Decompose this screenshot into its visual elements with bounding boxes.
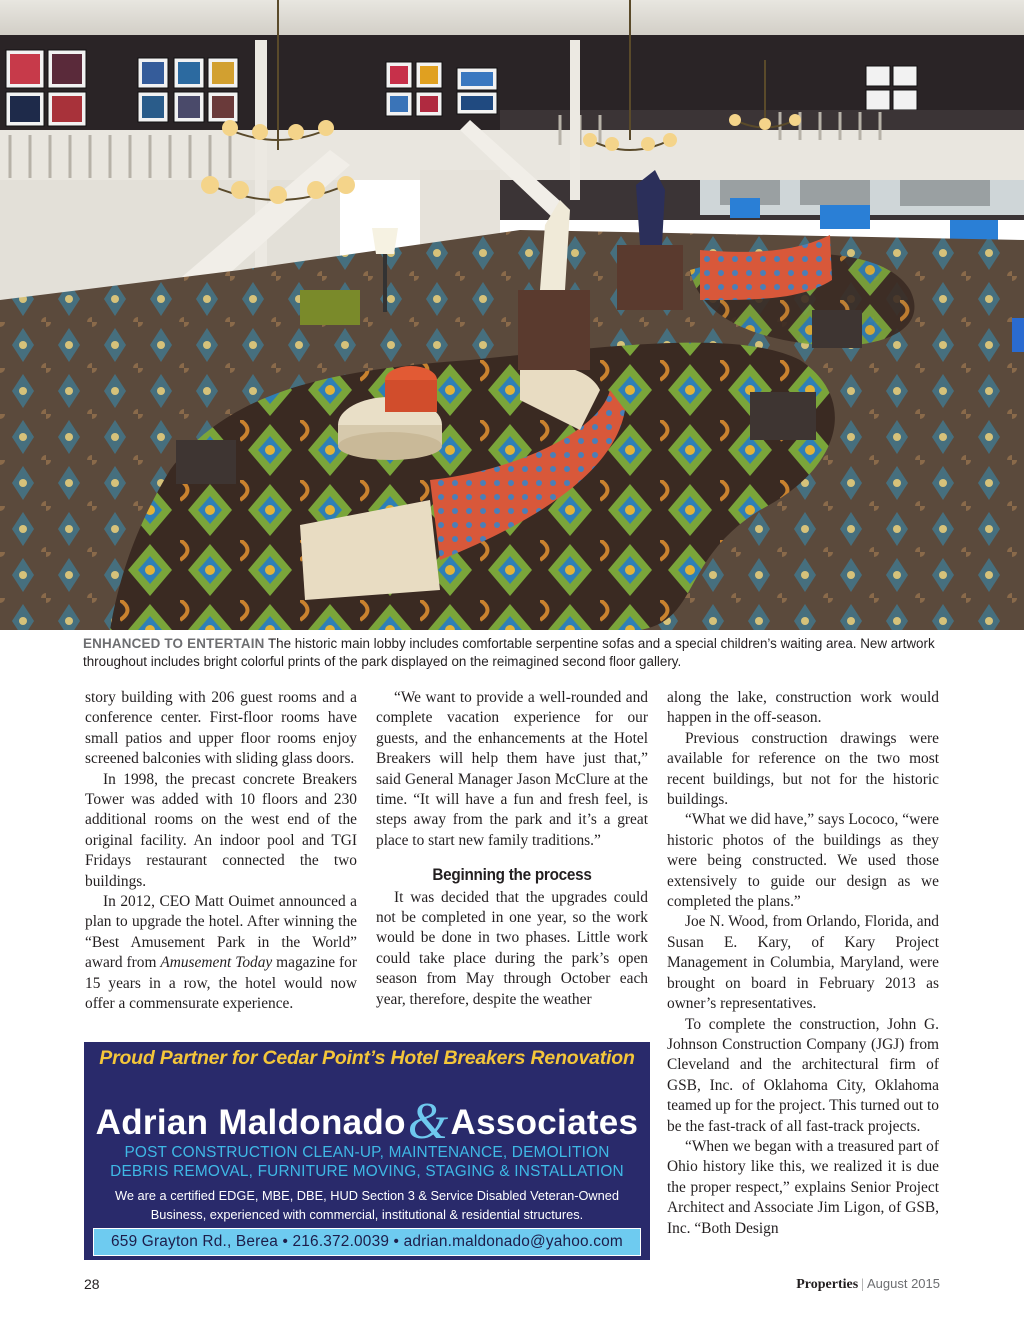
article-column-3 [667,688,939,1239]
ad-services-line: POST CONSTRUCTION CLEAN-UP, MAINTENANCE, DEMOLITION [124,1144,610,1161]
paragraph: along the lake, construction work would happen in the off-season. [667,689,939,727]
ad-certification-line: We are a certified EDGE, MBE, DBE, HUD Section 3 & Service Disabled Veteran-Owned [114,1188,620,1203]
section-subhead: Beginning the process [432,865,592,885]
paragraph: “When we began with a treasured part of Ohio history like this, we realized it is due the proper respect,” explains Senior Project Architect and Associate Jim Ligon, of GSB, Inc. “Both Design [667,1137,939,1237]
ad-certification-line: Business, experienced with commercial, institutional & residential structures. [150,1207,584,1222]
ad-company-name [84,1088,650,1150]
magazine-title: Amusement Today [160,954,273,972]
advertisement [84,1042,650,1260]
publication-name: Properties [796,1277,859,1292]
paragraph: Previous construction drawings were available for reference on the two most recent buildings, but not for the historic buildings. [667,729,939,809]
page-number: 28 [84,1276,100,1292]
caption-text: The historic main lobby includes comfortable serpentine sofas and a special children’s waiting area. New artwork throughout includes bright colorful prints of the park displayed on the reimagined second floor gallery. [83,636,935,669]
paragraph: To complete the construction, John G. Johnson Construction Company (JGJ) from Cleveland and the architectural firm of GSB, Inc. of Oklahoma City, Oklahoma teamed up for the project. This turned out to be the fast-track of all fast-track projects. [667,1015,939,1135]
company-first: Adrian Maldonado [95,1103,406,1142]
paragraph: “We want to provide a well-rounded and complete vacation experience for our guests, and the enhancements at the Hotel Breakers will help them have just that,” said General Manager Jason McClure at the time. “It will have a fun and fresh feel, is steps away from the park and it’s a great place to start new family traditions.” [376,689,648,849]
lobby-photo [0,0,1024,630]
footer-separator: | [861,1277,864,1292]
footer-publication-info [796,1276,940,1293]
ad-headline: Proud Partner for Cedar Point’s Hotel Breakers Renovation [99,1047,635,1069]
paragraph: In 1998, the precast concrete Breakers Tower was added with 10 floors and 230 additional rooms on the west end of the original facility. An indoor pool and TGI Fridays restaurant connected the two buildings. [85,770,357,890]
article-column-2 [376,688,648,1010]
issue-date: August 2015 [866,1276,940,1291]
paragraph: “What we did have,” says Lococo, “were historic photos of the buildings as they were being constructed. We used those extensively to guide our design as we completed the plans.” [667,811,939,911]
paragraph [85,892,357,1014]
ad-services-line: DEBRIS REMOVAL, FURNITURE MOVING, STAGING & INSTALLATION [110,1163,624,1180]
paragraph-text: In 2012, CEO Matt Ouimet announced a plan to upgrade the hotel. After winning the “Best Amusement Park in the World” award from [85,893,357,972]
photo-caption [83,635,963,671]
ad-contact-bar: 659 Grayton Rd., Berea • 216.372.0039 • adrian.maldonado@yahoo.com [93,1228,641,1256]
paragraph: Joe N. Wood, from Orlando, Florida, and Susan E. Kary, of Kary Project Management in Columbia, Maryland, were brought on board in February 2013 as owner’s representatives. [667,913,939,1013]
company-last: Associates [450,1103,639,1142]
paragraph: story building with 206 guest rooms and a conference center. First-floor rooms have small patios and upper floor rooms enjoy screened balconies with sliding glass doors. [85,689,357,768]
article-column-1 [85,688,357,1015]
paragraph-text: magazine for 15 years in a row, the hotel would now offer a commensurate experience. [85,954,357,1013]
paragraph: It was decided that the upgrades could not be completed in one year, so the work would be done in two phases. Little work could take place during the park’s open season from May through October each year, therefore, despite the weather [376,888,648,1008]
ampersand-logo: & [407,1093,449,1150]
caption-heading: ENHANCED TO ENTERTAIN [83,636,265,651]
